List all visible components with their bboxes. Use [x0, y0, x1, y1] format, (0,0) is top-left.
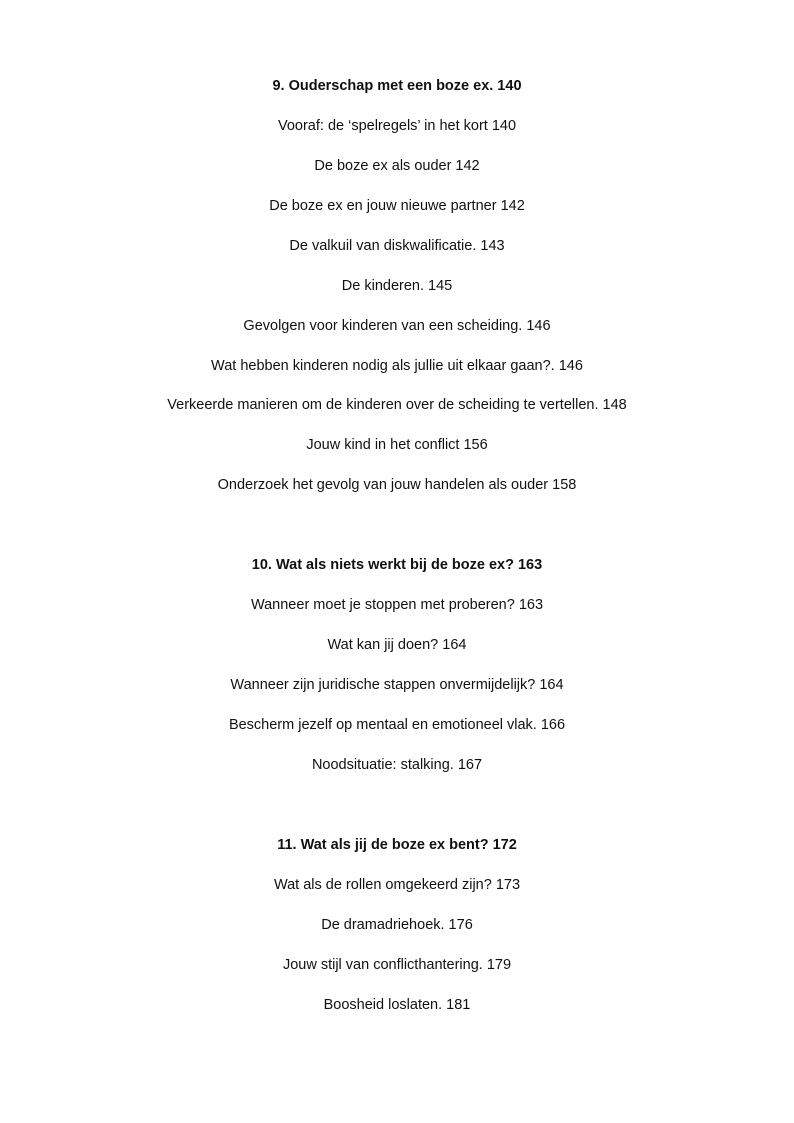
toc-item[interactable]: De valkuil van diskwalificatie. 143 — [289, 238, 505, 254]
toc-item[interactable]: Jouw kind in het conflict 156 — [306, 437, 488, 453]
toc-item[interactable]: Vooraf: de ‘spelregels’ in het kort 140 — [277, 118, 517, 134]
toc-heading-chapter-10[interactable]: 10. Wat als niets werkt bij de boze ex? 163 — [251, 557, 543, 573]
toc-item[interactable]: Boosheid loslaten. 181 — [323, 997, 471, 1013]
toc-item[interactable]: Jouw stijl van conflicthantering. 179 — [282, 957, 512, 973]
toc-item[interactable]: Wat kan jij doen? 164 — [327, 637, 467, 653]
toc-item[interactable]: Noodsituatie: stalking. 167 — [311, 757, 483, 773]
toc-item[interactable]: Wat hebben kinderen nodig als jullie uit elkaar gaan?. 146 — [211, 358, 583, 374]
toc-heading-chapter-11[interactable]: 11. Wat als jij de boze ex bent? 172 — [277, 837, 517, 853]
toc-item[interactable]: Verkeerde manieren om de kinderen over de scheiding te vertellen. 148 — [167, 397, 627, 413]
toc-heading-chapter-9[interactable]: 9. Ouderschap met een boze ex. 140 — [272, 78, 522, 94]
toc-item[interactable]: De boze ex als ouder 142 — [314, 158, 480, 174]
toc-item[interactable]: Bescherm jezelf op mentaal en emotioneel vlak. 166 — [228, 717, 566, 733]
toc-item[interactable]: De kinderen. 145 — [341, 278, 453, 294]
toc-item[interactable]: De boze ex en jouw nieuwe partner 142 — [269, 198, 525, 214]
toc-item[interactable]: Gevolgen voor kinderen van een scheiding. 146 — [243, 318, 551, 334]
toc-item[interactable]: Wanneer moet je stoppen met proberen? 163 — [250, 597, 544, 613]
toc-item[interactable]: De dramadriehoek. 176 — [321, 917, 473, 933]
toc-item[interactable]: Wat als de rollen omgekeerd zijn? 173 — [273, 877, 521, 893]
toc-item[interactable]: Wanneer zijn juridische stappen onvermijdelijk? 164 — [230, 677, 564, 693]
toc-item[interactable]: Onderzoek het gevolg van jouw handelen als ouder 158 — [217, 477, 577, 493]
